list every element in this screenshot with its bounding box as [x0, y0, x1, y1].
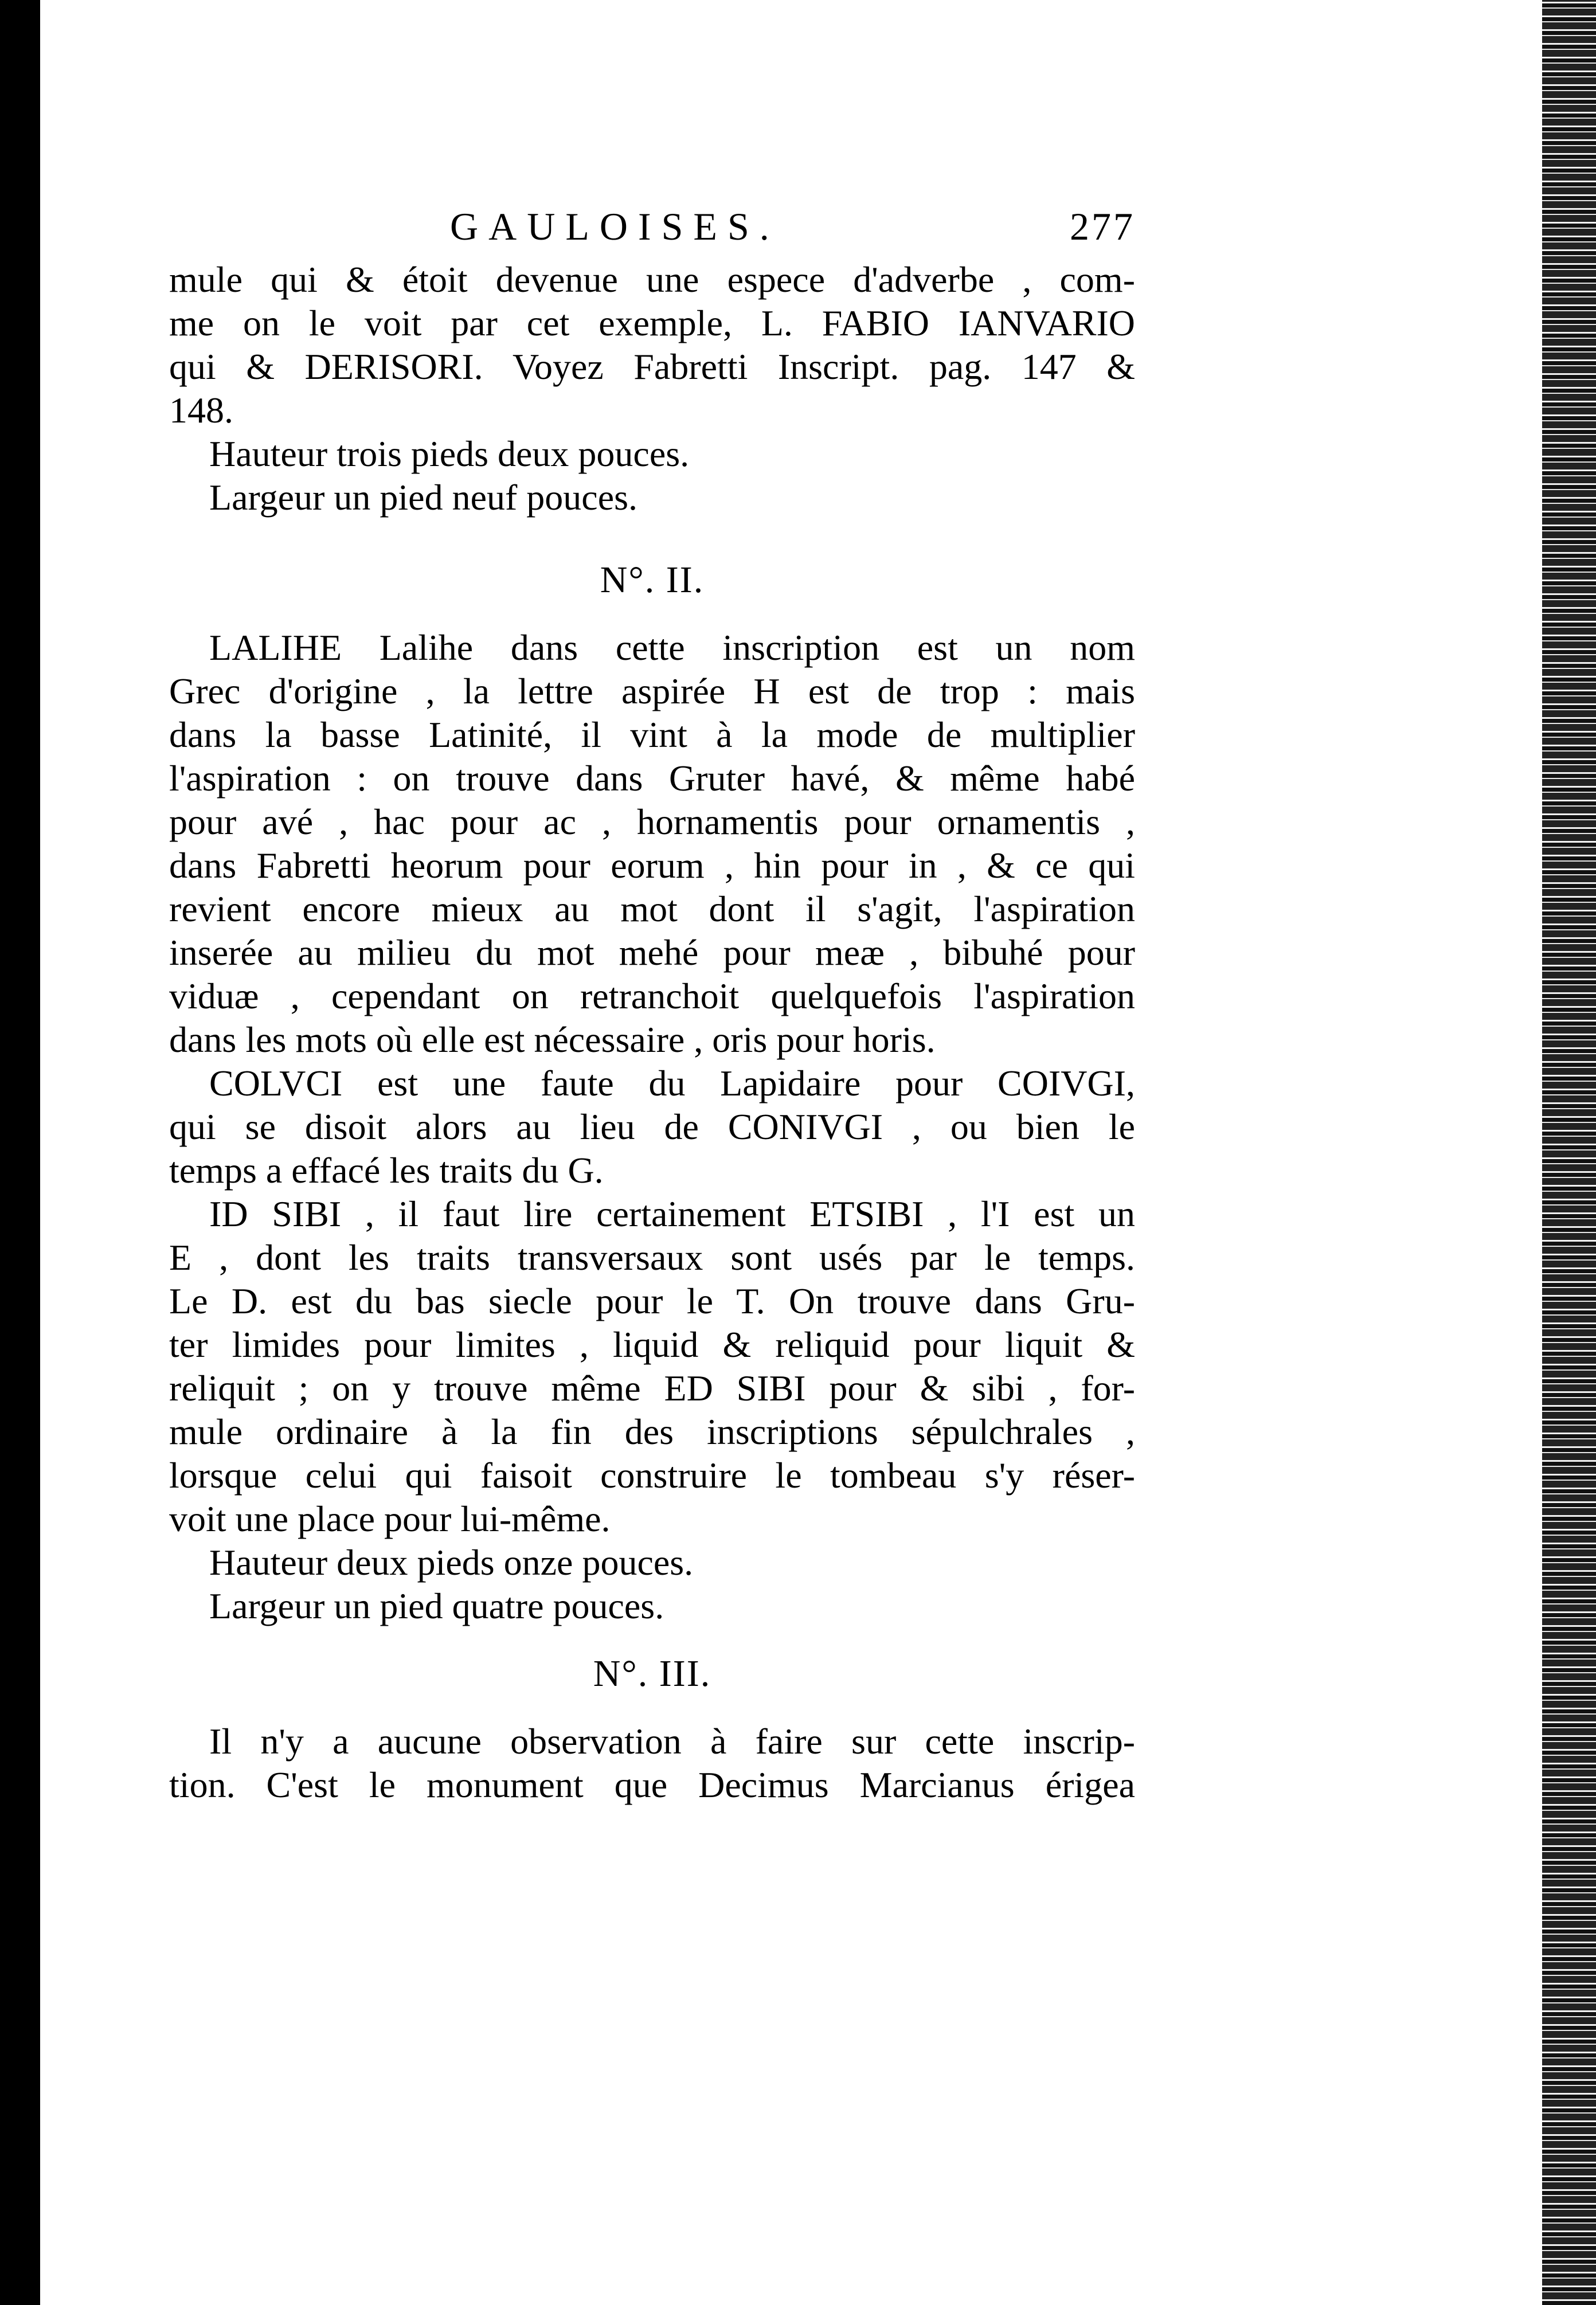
width-measurement: Largeur un pied quatre pouces. [209, 1586, 664, 1626]
text-line: dans les mots où elle est nécessaire , oris pour horis. [169, 1019, 936, 1060]
measurements-block-1 [169, 432, 1135, 519]
text-line: voit une place pour lui-même. [169, 1498, 611, 1539]
text-line: lorsque celui qui faisoit construire le tombeau s'y réser- [169, 1455, 1135, 1496]
page-header [169, 195, 1135, 258]
text-line: Grec d'origine , la lettre aspirée H est de trop : mais [169, 671, 1135, 711]
width-measurement: Largeur un pied neuf pouces. [209, 477, 637, 518]
text-line: LALIHE Lalihe dans cette inscription est un nom [209, 627, 1135, 668]
text-line: ID SIBI , il faut lire certainement ETSIBI , l'I est un [209, 1193, 1135, 1234]
continuation-paragraph [169, 258, 1135, 432]
section-2-paragraph-1 [169, 626, 1135, 1062]
page-number: 277 [1070, 205, 1135, 248]
text-line: ter limides pour limites , liquid & reliquid pour liquit & [169, 1324, 1135, 1365]
text-line: Il n'y a aucune observation à faire sur cette inscrip- [209, 1721, 1135, 1762]
text-line: dans la basse Latinité, il vint à la mode de multiplier [169, 714, 1135, 755]
text-line: inserée au milieu du mot mehé pour meæ , bibuhé pour [169, 932, 1135, 973]
text-line: l'aspiration : on trouve dans Gruter havé, & même habé [169, 758, 1135, 799]
text-line: tion. C'est le monument que Decimus Marcianus érigea [169, 1764, 1135, 1805]
text-line: dans Fabretti heorum pour eorum , hin pour in , & ce qui [169, 845, 1135, 886]
text-line: mule qui & étoit devenue une espece d'adverbe , com- [169, 259, 1135, 300]
text-line: E , dont les traits transversaux sont usés par le temps. [169, 1237, 1135, 1278]
text-line: pour avé , hac pour ac , hornamentis pour ornamentis , [169, 801, 1135, 842]
text-line: mule ordinaire à la fin des inscriptions sépulchrales , [169, 1411, 1135, 1452]
text-line: temps a effacé les traits du G. [169, 1150, 604, 1191]
measurements-block-2 [169, 1541, 1135, 1628]
section-title-3: N°. III. [593, 1653, 711, 1694]
text-block [169, 195, 1135, 1807]
text-line: me on le voit par cet exemple, L. FABIO IANVARIO [169, 303, 1135, 343]
height-measurement: Hauteur deux pieds onze pouces. [209, 1542, 694, 1583]
section-2-paragraph-2 [169, 1062, 1135, 1192]
text-line: Le D. est du bas siecle pour le T. On trouve dans Gru- [169, 1281, 1135, 1321]
running-head: GAULOISES. [450, 205, 780, 248]
height-measurement: Hauteur trois pieds deux pouces. [209, 433, 690, 474]
text-line: 148. [169, 390, 233, 431]
section-title-2: N°. II. [600, 559, 705, 601]
text-line: reliquit ; on y trouve même ED SIBI pour & sibi , for- [169, 1368, 1135, 1408]
scan-left-edge [0, 0, 40, 2305]
text-line: qui & DERISORI. Voyez Fabretti Inscript. pag. 147 & [169, 346, 1135, 387]
text-line: COLVCI est une faute du Lapidaire pour COIVGI, [209, 1063, 1135, 1103]
text-line: viduæ , cependant on retranchoit quelquefois l'aspiration [169, 976, 1135, 1016]
section-2-paragraph-3 [169, 1192, 1135, 1541]
text-line: revient encore mieux au mot dont il s'agit, l'aspiration [169, 889, 1135, 929]
section-3-paragraph-1 [169, 1720, 1135, 1807]
book-gutter-edge [1542, 0, 1596, 2305]
text-line: qui se disoit alors au lieu de CONIVGI , ou bien le [169, 1106, 1135, 1147]
